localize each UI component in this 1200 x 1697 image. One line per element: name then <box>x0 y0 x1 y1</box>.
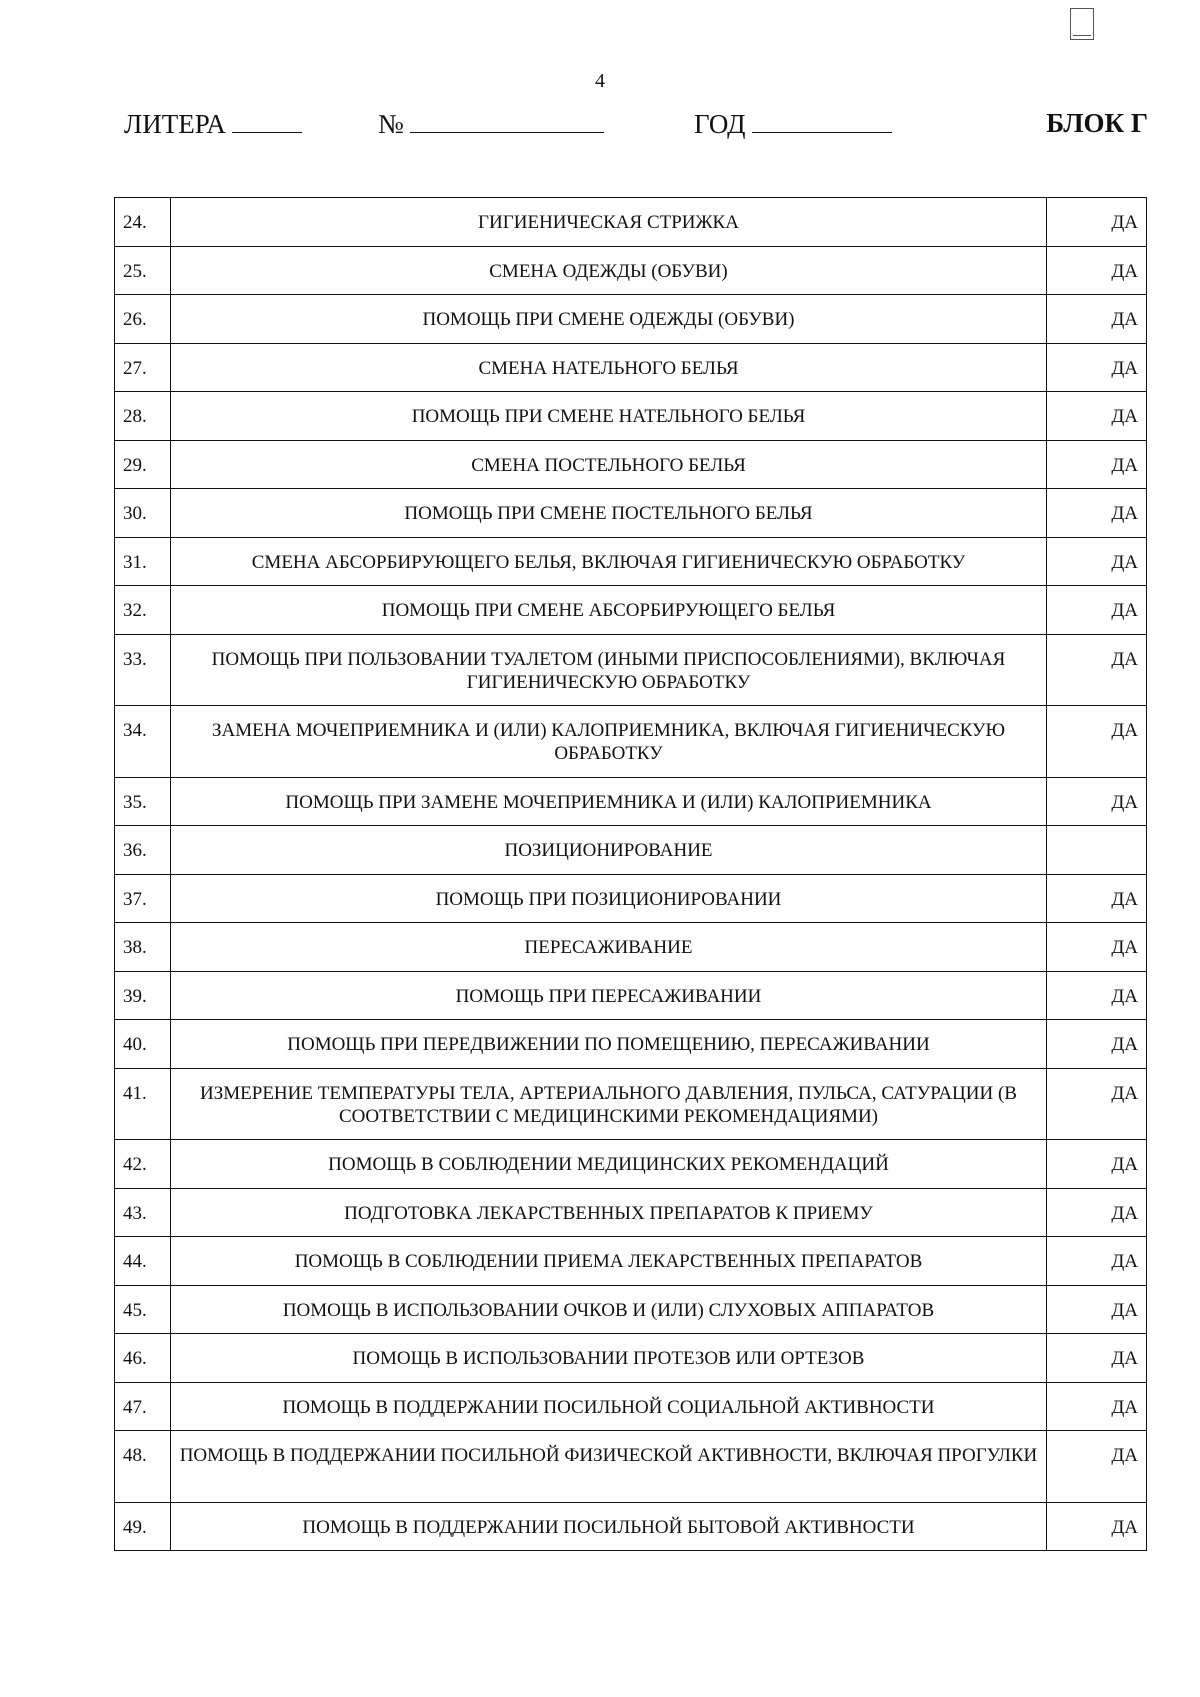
table-row <box>115 777 1147 826</box>
service-mark: ДА <box>1047 706 1147 778</box>
table-row <box>115 343 1147 392</box>
year-blank <box>752 108 892 133</box>
row-number: 41. <box>115 1068 171 1140</box>
table-row <box>115 1020 1147 1069</box>
table-row <box>115 706 1147 778</box>
service-mark: ДА <box>1047 1334 1147 1383</box>
table-row <box>115 246 1147 295</box>
service-mark: ДА <box>1047 392 1147 441</box>
service-mark: ДА <box>1047 489 1147 538</box>
service-name: ПОМОЩЬ ПРИ ПЕРЕСАЖИВАНИИ <box>171 971 1047 1020</box>
service-mark: ДА <box>1047 1140 1147 1189</box>
table-row <box>115 826 1147 875</box>
table-row <box>115 1285 1147 1334</box>
service-mark: ДА <box>1047 586 1147 635</box>
service-mark: ДА <box>1047 777 1147 826</box>
row-number: 29. <box>115 440 171 489</box>
service-mark: ДА <box>1047 923 1147 972</box>
service-mark: ДА <box>1047 537 1147 586</box>
service-name: ПОМОЩЬ ПРИ СМЕНЕ НАТЕЛЬНОГО БЕЛЬЯ <box>171 392 1047 441</box>
row-number: 36. <box>115 826 171 875</box>
row-number: 32. <box>115 586 171 635</box>
service-name: ГИГИЕНИЧЕСКАЯ СТРИЖКА <box>171 198 1047 247</box>
table-row <box>115 971 1147 1020</box>
row-number: 46. <box>115 1334 171 1383</box>
service-mark: ДА <box>1047 343 1147 392</box>
row-number: 38. <box>115 923 171 972</box>
service-name: ПОМОЩЬ ПРИ ПОЗИЦИОНИРОВАНИИ <box>171 874 1047 923</box>
year-field <box>694 108 892 140</box>
service-mark: ДА <box>1047 874 1147 923</box>
row-number: 47. <box>115 1382 171 1431</box>
services-table-body <box>115 198 1147 1551</box>
table-row <box>115 489 1147 538</box>
row-number: 44. <box>115 1237 171 1286</box>
row-number: 24. <box>115 198 171 247</box>
table-row <box>115 1237 1147 1286</box>
row-number: 40. <box>115 1020 171 1069</box>
service-name: ПОМОЩЬ В ИСПОЛЬЗОВАНИИ ОЧКОВ И (ИЛИ) СЛУХОВЫХ АППАРАТОВ <box>171 1285 1047 1334</box>
table-row <box>115 1382 1147 1431</box>
service-name: ПОЗИЦИОНИРОВАНИЕ <box>171 826 1047 875</box>
service-mark: ДА <box>1047 1431 1147 1503</box>
row-number: 34. <box>115 706 171 778</box>
row-number: 26. <box>115 295 171 344</box>
service-mark: ДА <box>1047 198 1147 247</box>
row-number: 33. <box>115 634 171 706</box>
form-header <box>124 108 1148 148</box>
row-number: 25. <box>115 246 171 295</box>
row-number: 35. <box>115 777 171 826</box>
service-name: ПОМОЩЬ В ПОДДЕРЖАНИИ ПОСИЛЬНОЙ БЫТОВОЙ АКТИВНОСТИ <box>171 1502 1047 1551</box>
service-mark: ДА <box>1047 1382 1147 1431</box>
service-name: ПОМОЩЬ ПРИ СМЕНЕ ПОСТЕЛЬНОГО БЕЛЬЯ <box>171 489 1047 538</box>
service-name: ПОМОЩЬ В СОБЛЮДЕНИИ ПРИЕМА ЛЕКАРСТВЕННЫХ ПРЕПАРАТОВ <box>171 1237 1047 1286</box>
row-number: 31. <box>115 537 171 586</box>
row-number: 49. <box>115 1502 171 1551</box>
table-row <box>115 923 1147 972</box>
table-row <box>115 1502 1147 1551</box>
row-number: 39. <box>115 971 171 1020</box>
litera-label: ЛИТЕРА <box>124 109 226 139</box>
service-mark: ДА <box>1047 1502 1147 1551</box>
table-row <box>115 392 1147 441</box>
block-label: БЛОК Г <box>1046 108 1148 138</box>
service-mark: ДА <box>1047 440 1147 489</box>
service-name: ЗАМЕНА МОЧЕПРИЕМНИКА И (ИЛИ) КАЛОПРИЕМНИКА, ВКЛЮЧАЯ ГИГИЕНИЧЕСКУЮ ОБРАБОТКУ <box>171 706 1047 778</box>
table-row <box>115 295 1147 344</box>
table-row <box>115 198 1147 247</box>
row-number: 48. <box>115 1431 171 1503</box>
service-name: ПОМОЩЬ ПРИ ПОЛЬЗОВАНИИ ТУАЛЕТОМ (ИНЫМИ ПРИСПОСОБЛЕНИЯМИ), ВКЛЮЧАЯ ГИГИЕНИЧЕСКУЮ ОБРАБОТКУ <box>171 634 1047 706</box>
number-field <box>378 108 604 140</box>
table-row <box>115 1188 1147 1237</box>
service-name: ПОМОЩЬ ПРИ ПЕРЕДВИЖЕНИИ ПО ПОМЕЩЕНИЮ, ПЕРЕСАЖИВАНИИ <box>171 1020 1047 1069</box>
number-blank <box>410 108 604 133</box>
service-name: ПЕРЕСАЖИВАНИЕ <box>171 923 1047 972</box>
service-mark: ДА <box>1047 1237 1147 1286</box>
row-number: 42. <box>115 1140 171 1189</box>
service-name: ПОМОЩЬ В ПОДДЕРЖАНИИ ПОСИЛЬНОЙ СОЦИАЛЬНОЙ АКТИВНОСТИ <box>171 1382 1047 1431</box>
service-mark: ДА <box>1047 634 1147 706</box>
table-row <box>115 537 1147 586</box>
row-number: 27. <box>115 343 171 392</box>
table-row <box>115 440 1147 489</box>
service-mark: ДА <box>1047 246 1147 295</box>
table-row <box>115 586 1147 635</box>
page-corner-mark <box>1070 8 1094 40</box>
service-name: ПОМОЩЬ ПРИ СМЕНЕ ОДЕЖДЫ (ОБУВИ) <box>171 295 1047 344</box>
service-mark <box>1047 826 1147 875</box>
service-name: СМЕНА ОДЕЖДЫ (ОБУВИ) <box>171 246 1047 295</box>
service-name: ПОМОЩЬ В СОБЛЮДЕНИИ МЕДИЦИНСКИХ РЕКОМЕНДАЦИЙ <box>171 1140 1047 1189</box>
service-mark: ДА <box>1047 1285 1147 1334</box>
service-mark: ДА <box>1047 1068 1147 1140</box>
service-mark: ДА <box>1047 1020 1147 1069</box>
service-name: ПОМОЩЬ ПРИ СМЕНЕ АБСОРБИРУЮЩЕГО БЕЛЬЯ <box>171 586 1047 635</box>
year-label: ГОД <box>694 109 746 139</box>
service-mark: ДА <box>1047 1188 1147 1237</box>
service-name: ИЗМЕРЕНИЕ ТЕМПЕРАТУРЫ ТЕЛА, АРТЕРИАЛЬНОГО ДАВЛЕНИЯ, ПУЛЬСА, САТУРАЦИИ (В СООТВЕТСТВИИ С МЕДИЦИНСКИМИ РЕКОМЕНДАЦИЯМИ) <box>171 1068 1047 1140</box>
service-name: ПОМОЩЬ ПРИ ЗАМЕНЕ МОЧЕПРИЕМНИКА И (ИЛИ) КАЛОПРИЕМНИКА <box>171 777 1047 826</box>
row-number: 37. <box>115 874 171 923</box>
service-name: СМЕНА ПОСТЕЛЬНОГО БЕЛЬЯ <box>171 440 1047 489</box>
services-table <box>114 197 1147 1551</box>
row-number: 30. <box>115 489 171 538</box>
table-row <box>115 634 1147 706</box>
service-name: ПОДГОТОВКА ЛЕКАРСТВЕННЫХ ПРЕПАРАТОВ К ПРИЕМУ <box>171 1188 1047 1237</box>
service-mark: ДА <box>1047 295 1147 344</box>
table-row <box>115 1140 1147 1189</box>
table-row <box>115 1431 1147 1503</box>
table-row <box>115 874 1147 923</box>
row-number: 43. <box>115 1188 171 1237</box>
service-name: СМЕНА АБСОРБИРУЮЩЕГО БЕЛЬЯ, ВКЛЮЧАЯ ГИГИЕНИЧЕСКУЮ ОБРАБОТКУ <box>171 537 1047 586</box>
table-row <box>115 1334 1147 1383</box>
service-mark: ДА <box>1047 971 1147 1020</box>
page-number: 4 <box>595 70 605 92</box>
row-number: 45. <box>115 1285 171 1334</box>
table-row <box>115 1068 1147 1140</box>
number-label: № <box>378 109 404 139</box>
row-number: 28. <box>115 392 171 441</box>
service-name: СМЕНА НАТЕЛЬНОГО БЕЛЬЯ <box>171 343 1047 392</box>
service-name: ПОМОЩЬ В ИСПОЛЬЗОВАНИИ ПРОТЕЗОВ ИЛИ ОРТЕЗОВ <box>171 1334 1047 1383</box>
service-name: ПОМОЩЬ В ПОДДЕРЖАНИИ ПОСИЛЬНОЙ ФИЗИЧЕСКОЙ АКТИВНОСТИ, ВКЛЮЧАЯ ПРОГУЛКИ <box>171 1431 1047 1503</box>
litera-field <box>124 108 302 140</box>
litera-blank <box>232 108 302 133</box>
